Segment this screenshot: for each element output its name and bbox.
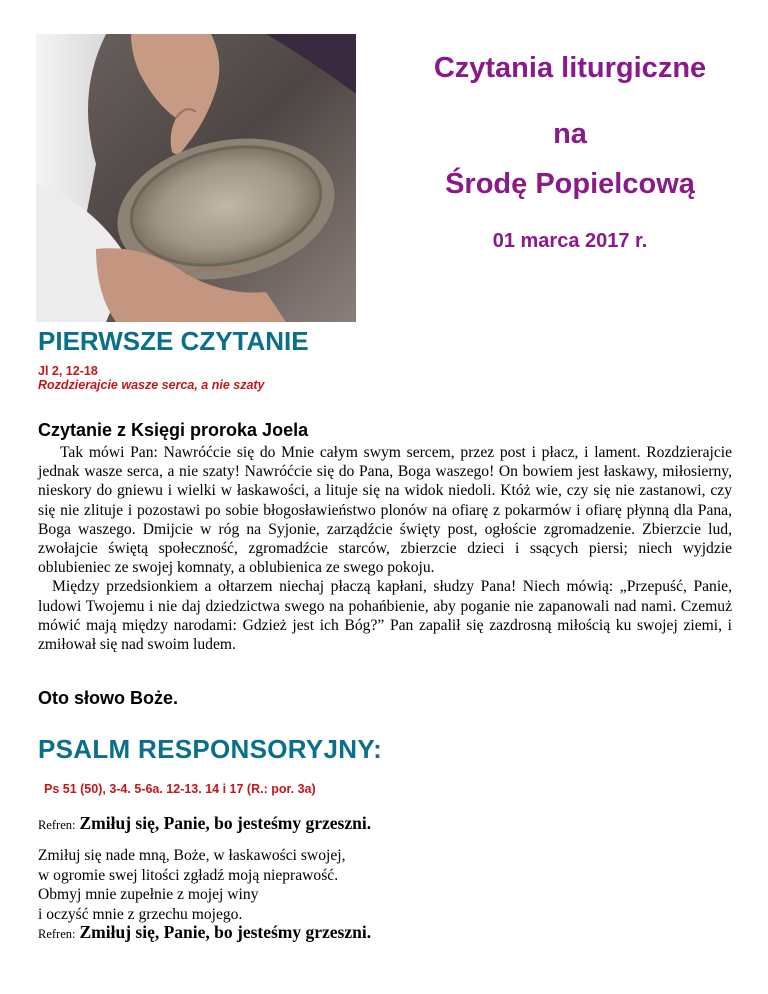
stanza-line: i oczyść mnie z grzechu mojego.	[38, 905, 243, 923]
reading-book-title: Czytanie z Księgi proroka Joela	[38, 420, 309, 440]
reading-text	[38, 443, 732, 654]
title-line-3: Środę Popielcową	[445, 168, 695, 200]
title-line-1: Czytania liturgiczne	[433, 52, 707, 84]
stanza-line: Zmiłuj się nade mną, Boże, w łaskawości swojej,	[38, 847, 346, 864]
psalm-heading: PSALM RESPONSORYJNY:	[38, 734, 383, 764]
refrain-label: Refren:	[38, 927, 76, 941]
reading-paragraph: Tak mówi Pan: Nawróćcie się do Mnie całym swym sercem, przez post i płacz, i lament. Rozdzierajcie jednak wasze serca, a nie szaty! Nawróćcie się do Pana, Boga waszego! On bowiem jest łaskawy, miłosierny, nieskory do gniewu i wielki w łaskawości, a lituje się na widok niedoli. Któż wie, czy się nie zastanowi, czy się nie zlituje i pozostawi po sobie błogosławieństwo plonów na ofiarę z pokarmów i ofiarę płynną dla Pana, Boga waszego. Dmijcie w róg na Syjonie, zarządźcie święty post, ogłoście zgromadzenie. Zbierzcie lud, zwołajcie świętą społeczność, zgromadźcie starców, zbierzcie dzieci i ssących piersi; niech wyjdzie oblubieniec ze swojej komnaty, a oblubienica ze swego pokoju.	[38, 444, 732, 577]
reading-closing: Oto słowo Boże.	[38, 688, 179, 708]
first-reading-motto: Rozdzierajcie wasze serca, a nie szaty	[38, 378, 265, 392]
date-line: 01 marca 2017 r.	[492, 230, 648, 252]
first-reading-reference: Jl 2, 12-18	[38, 364, 98, 378]
ash-bowl-photo	[36, 34, 356, 322]
psalm-stanza	[38, 846, 345, 924]
first-reading-heading: PIERWSZE CZYTANIE	[38, 326, 309, 356]
refrain-text: Zmiłuj się, Panie, bo jesteśmy grzeszni.	[79, 922, 372, 942]
title-line-2: na	[553, 118, 587, 150]
ash-bowl-illustration	[36, 34, 356, 322]
reading-paragraph: Między przedsionkiem a ołtarzem niechaj płaczą kapłani, słudzy Pana! Niech mówią: „Przepuść, Panie, ludowi Twojemu i nie daj dziedzictwa swego na pohańbienie, aby poganie nie zapanowali nad nami. Czemuż mówić mają między narodami: Gdzież jest ich Bóg?” Pan zapalił się zazdrosną miłością ku swojej ziemi, i zmiłował się nad swoim ludem.	[38, 578, 732, 654]
stanza-line: Obmyj mnie zupełnie z mojej winy	[38, 886, 259, 903]
psalm-refrain	[38, 922, 371, 943]
refrain-label: Refren:	[38, 818, 76, 832]
stanza-line: w ogromie swej litości zgładź moją nieprawość.	[38, 866, 339, 884]
psalm-refrain	[38, 813, 371, 834]
psalm-reference: Ps 51 (50), 3-4. 5-6a. 12-13. 14 i 17 (R.: por. 3a)	[44, 782, 316, 796]
refrain-text: Zmiłuj się, Panie, bo jesteśmy grzeszni.	[79, 813, 372, 833]
